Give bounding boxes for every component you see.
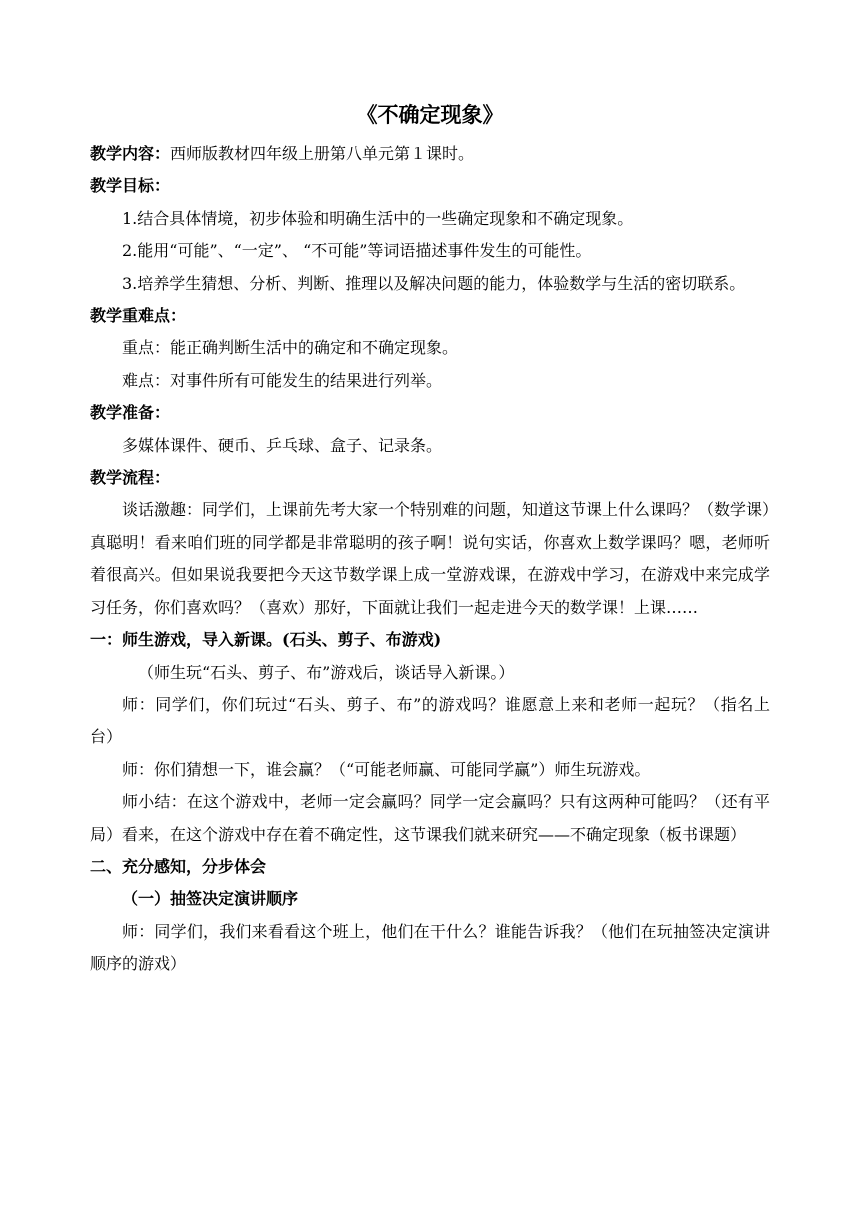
subsection-1-paragraph-1: 师：同学们，我们来看看这个班上，他们在干什么？谁能告诉我？（他们在玩抽签决定演讲顺序的游戏）: [90, 921, 770, 974]
teaching-content-line: [90, 138, 770, 170]
section-1-heading: 一：师生游戏，导入新课。(石头、剪子、布游戏): [90, 630, 442, 650]
teaching-goals-heading: 教学目标：: [90, 176, 171, 196]
teaching-content-text: 西师版教材四年级上册第八单元第１课时。: [170, 144, 475, 163]
section-2-heading: 二、充分感知，分步体会: [90, 856, 267, 876]
difficult-point-text: 难点：对事件所有可能发生的结果进行列举。: [122, 370, 443, 390]
teaching-content-label: 教学内容：: [90, 144, 171, 163]
teaching-goal-2: 2.能用“可能”、“一定”、 “不可能”等词语描述事件发生的可能性。: [122, 241, 592, 261]
preparation-text: 多媒体课件、硬币、乒乓球、盒子、记录条。: [122, 435, 443, 455]
document-body: [90, 98, 770, 981]
teaching-goal-3: 3.培养学生猜想、分析、判断、推理以及解决问题的能力，体验数学与生活的密切联系。: [122, 273, 746, 293]
subsection-1-heading: （一）抽签决定演讲顺序: [122, 889, 299, 909]
preparation-heading: 教学准备：: [90, 403, 171, 423]
section-1-paragraph-3: 师小结：在这个游戏中，老师一定会赢吗？同学一定会赢吗？只有这两种可能吗？（还有平局）看来，在这个游戏中存在着不确定性，这节课我们就来研究——不确定现象（板书课题）: [90, 792, 770, 844]
key-point-text: 重点：能正确判断生活中的确定和不确定现象。: [122, 338, 459, 358]
teaching-goal-1: 1.结合具体情境，初步体验和明确生活中的一些确定现象和不确定现象。: [122, 208, 634, 228]
section-1-paragraph-1: 师：同学们，你们玩过“石头、剪子、布”的游戏吗？谁愿意上来和老师一起玩？（指名上台）: [90, 694, 770, 747]
teaching-flow-heading: 教学流程：: [90, 468, 171, 488]
document-title: 《不确定现象》: [356, 102, 504, 127]
intro-paragraph: 谈话激趣：同学们，上课前先考大家一个特别难的问题，知道这节课上什么课吗？（数学课）真聪明！看来咱们班的同学都是非常聪明的孩子啊！说句实话，你喜欢上数学课吗？嗯，老师听着很高兴。但如果说我要把今天这节数学课上成一堂游戏课，在游戏中学习，在游戏中来完成学习任务，你们喜欢吗？（喜欢）那好，下面就让我们一起走进今天的数学课！上课……: [90, 500, 771, 617]
key-points-heading: 教学重难点：: [90, 306, 187, 326]
section-1-note: （师生玩“石头、剪子、布”游戏后，谈话导入新课。）: [138, 662, 515, 682]
section-1-paragraph-2: 师：你们猜想一下，谁会赢？（“可能老师赢、可能同学赢”）师生玩游戏。: [122, 759, 651, 779]
